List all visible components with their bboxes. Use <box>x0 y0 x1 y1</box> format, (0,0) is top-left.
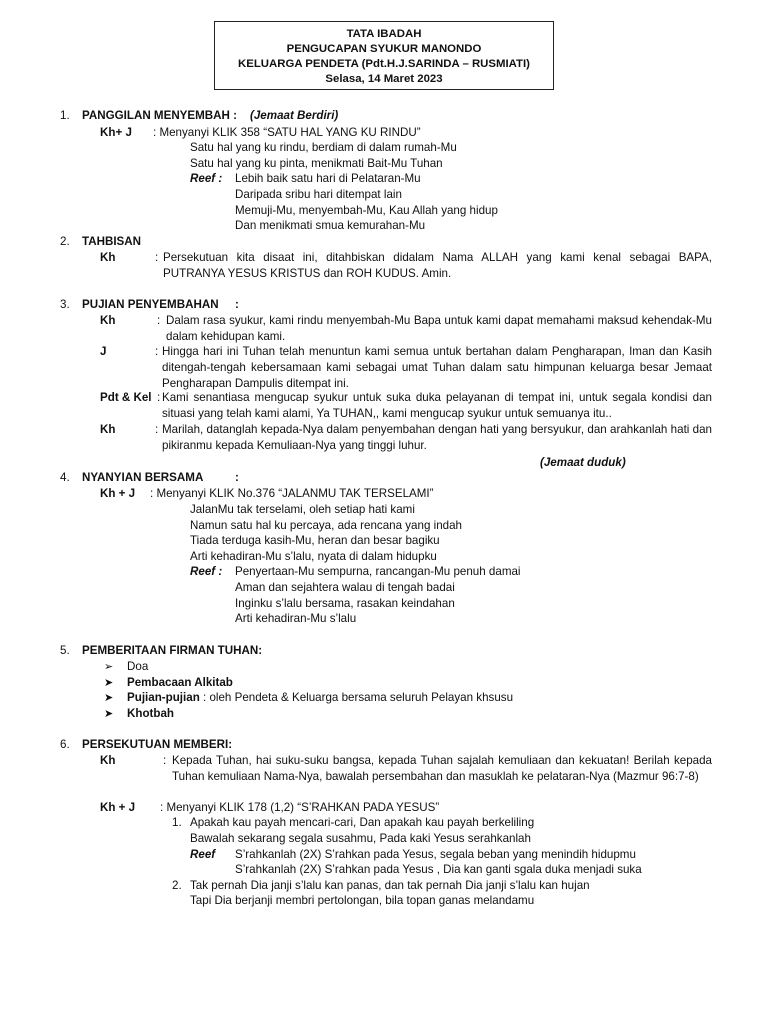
verse-line: Arti kehadiran-Mu s’lalu, nyata di dalam hidupku <box>190 550 437 563</box>
verse-line: Tiada terduga kasih-Mu, heran dan besar bagiku <box>190 534 440 547</box>
liturgy-text: Hingga hari ini Tuhan telah menuntun kami semua untuk bertahan dalam Pengharapan, Iman dan Kasih ditengah-tengah kebersamaan kami sebagai umat Tuhan dalam satu himpunan keluarga besar Jemaat Pengharapan Dampulis ditempat ini. <box>162 345 712 390</box>
title-box <box>214 21 554 90</box>
list-item-bold: Pujian-pujian <box>127 691 200 704</box>
bullet-arrow-icon: ➢ <box>104 661 114 673</box>
doc-subtitle: PENGUCAPAN SYUKUR MANONDO <box>286 43 482 55</box>
verse-line: JalanMu tak terselami, oleh setiap hati kami <box>190 503 415 516</box>
verse-line: Satu hal yang ku rindu, berdiam di dalam rumah-Mu <box>190 141 457 154</box>
verse-line: Apakah kau payah mencari-cari, Dan apakah kau payah berkeliling <box>190 816 535 829</box>
reef-label: Reef : <box>190 565 223 578</box>
reef-line: Inginku s’lalu bersama, rasakan keindahan <box>235 597 455 610</box>
bullet-arrow-icon: ➤ <box>104 692 114 704</box>
verse-line: Tak pernah Dia janji s’lalu kan panas, dan tak pernah Dia janji s’lalu kan hujan <box>190 879 590 892</box>
list-item-rest: : oleh Pendeta & Keluarga bersama seluruh Pelayan khsusu <box>199 691 514 704</box>
section-number: 2. <box>60 235 70 248</box>
section-title: NYANYIAN BERSAMA <box>82 471 204 484</box>
verse-line: Bawalah sekarang segala susahmu, Pada kaki Yesus serahkanlah <box>190 832 531 845</box>
verse-line: Tapi Dia berjanji membri pertolongan, bila topan ganas melandamu <box>190 894 535 907</box>
speaker-label: Kh <box>100 314 116 327</box>
reef-line: Memuji-Mu, menyembah-Mu, Kau Allah yang hidup <box>235 204 498 217</box>
section-number: 1. <box>60 109 70 122</box>
verse-line: Satu hal yang ku pinta, menikmati Bait-Mu Tuhan <box>190 157 443 170</box>
section-title: PANGGILAN MENYEMBAH : <box>82 109 238 122</box>
colon: : <box>155 423 159 436</box>
speaker-label: Kh <box>100 754 116 767</box>
list-item: Doa <box>127 660 149 673</box>
liturgy-text: Persekutuan kita disaat ini, ditahbiskan didalam Nama ALLAH yang kami kenal sebagai BAPA, PUTRANYA YESUS KRISTUS dan ROH KUDUS. Amin. <box>163 251 712 280</box>
section-title: PEMBERITAAN FIRMAN TUHAN: <box>82 644 263 657</box>
bullet-arrow-icon: ➤ <box>104 677 114 689</box>
section-title: PUJIAN PENYEMBAHAN <box>82 298 219 311</box>
liturgy-text: Marilah, datanglah kepada-Nya dalam penyembahan dengan hati yang bersyukur, dan arahkanlah hati dan pikiranmu kepada Kemuliaan-Nya yang tinggi luhur. <box>162 423 712 452</box>
speaker-label: Kh + J <box>100 801 136 814</box>
section-number: 6. <box>60 738 70 751</box>
reef-line: Penyertaan-Mu sempurna, rancangan-Mu penuh damai <box>235 565 521 578</box>
section-number: 5. <box>60 644 70 657</box>
reef-line: Lebih baik satu hari di Pelataran-Mu <box>235 172 421 185</box>
colon: : <box>155 345 159 358</box>
reef-label: Reef : <box>190 172 223 185</box>
doc-family: KELUARGA PENDETA (Pdt.H.J.SARINDA – RUSMIATI) <box>238 58 530 70</box>
reef-label: Reef <box>190 848 216 861</box>
section-number: 3. <box>60 298 70 311</box>
section-number: 4. <box>60 471 70 484</box>
section-note: (Jemaat duduk) <box>540 456 626 469</box>
bullet-arrow-icon: ➤ <box>104 708 114 720</box>
section-title: TAHBISAN <box>82 235 142 248</box>
speaker-label: Pdt & Kel <box>100 391 152 404</box>
reef-line: Aman dan sejahtera walau di tengah badai <box>235 581 455 594</box>
list-item: Khotbah <box>127 707 175 720</box>
doc-date: Selasa, 14 Maret 2023 <box>325 73 443 85</box>
verse-number: 2. <box>172 879 182 892</box>
section-note: (Jemaat Berdiri) <box>250 109 339 122</box>
list-item <box>127 690 513 706</box>
liturgy-text: Kami senantiasa mengucap syukur untuk suka duka pelayanan di tempat ini, untuk segala kondisi dan situasi yang telah kami alami, Ya TUHAN,, kami mengucap syukur untuk semuanya itu.. <box>162 391 712 420</box>
speaker-label: Kh <box>100 423 116 436</box>
section-title-colon: : <box>235 471 239 484</box>
liturgy-text: Dalam rasa syukur, kami rindu menyembah-Mu Bapa untuk kami dapat memahami maksud kehendak-Mu dalam kehidupan kami. <box>166 314 712 343</box>
section-title-colon: : <box>235 298 239 311</box>
speaker-label: Kh <box>100 251 116 264</box>
speaker-label: Kh + J <box>100 487 136 500</box>
colon: : <box>155 251 159 264</box>
colon: : <box>163 754 167 767</box>
speaker-label: J <box>100 345 107 358</box>
reef-line: Dan menikmati smua kemurahan-Mu <box>235 219 426 232</box>
reef-line: Daripada sribu hari ditempat lain <box>235 188 402 201</box>
reef-line: S’rahkanlah (2X) S’rahkan pada Yesus, segala beban yang menindih hidupmu <box>235 848 636 861</box>
verse-number: 1. <box>172 816 182 829</box>
colon: : <box>157 314 161 327</box>
list-item: Pembacaan Alkitab <box>127 676 233 689</box>
reef-line: Arti kehadiran-Mu s’lalu <box>235 612 357 625</box>
song-intro: : Menyanyi KLIK 178 (1,2) “S’RAHKAN PADA YESUS” <box>160 801 440 814</box>
doc-title: TATA IBADAH <box>346 28 422 40</box>
verse-line: Namun satu hal ku percaya, ada rencana yang indah <box>190 519 462 532</box>
speaker-label: Kh+ J <box>100 126 132 139</box>
colon: : <box>157 391 161 404</box>
liturgy-text: Kepada Tuhan, hai suku-suku bangsa, kepada Tuhan sajalah kemuliaan dan kekuatan! Berilah kepada Tuhan kemuliaan Nama-Nya, bawalah persembahan dan masuklah ke pelataran-Nya (Mazmur 96:7-8) <box>172 754 712 783</box>
reef-line: S’rahkanlah (2X) S’rahkan pada Yesus , Dia kan ganti sgala duka menjadi suka <box>235 863 642 876</box>
section-title: PERSEKUTUAN MEMBERI: <box>82 738 233 751</box>
song-intro: : Menyanyi KLIK No.376 “JALANMU TAK TERSELAMI” <box>150 487 434 500</box>
song-intro: : Menyanyi KLIK 358 “SATU HAL YANG KU RINDU” <box>153 126 421 139</box>
